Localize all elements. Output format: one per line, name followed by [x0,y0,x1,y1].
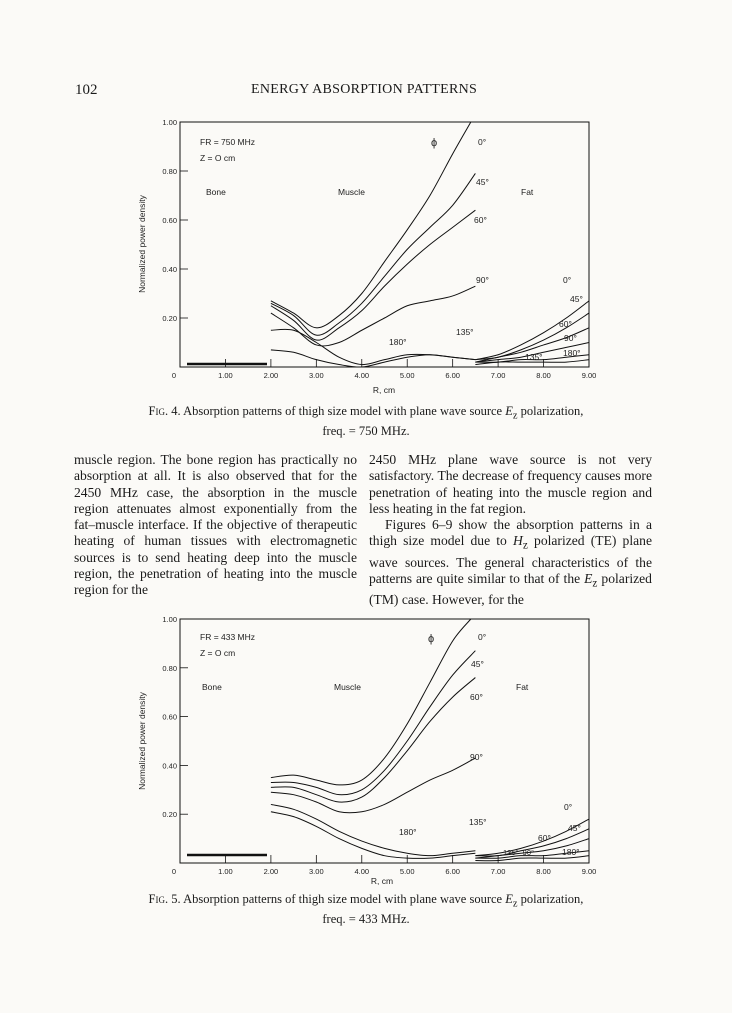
fat-60-label: 60° [538,833,551,843]
x-tick-label: 6.00 [445,371,460,380]
z-label: Z = O cm [200,153,236,163]
x-tick-label: 5.00 [399,867,415,876]
bone-label: Bone [202,682,222,692]
fat-90-label: 90° [564,333,577,343]
y-tick-label: 0.40 [162,265,177,274]
x-tick-label: 3.00 [309,371,324,380]
x-tick-label: 3.00 [309,867,324,876]
figure-5-chart [130,609,605,891]
bone-label: Bone [206,187,226,197]
left-paragraph: muscle region. The bone region has practically no absorption at all. It is also observed that for the 2450 MHz case, the absorption in the muscle region attenuates almost exponentially from the fat–muscle interface. If the objective of therapeutic heating of human tissues with electromagnetic sources is to send heating deep into the muscle region, the penetration of heating into the muscle region for the [74,452,357,598]
y-axis-title: Normalized power density [137,195,147,293]
caption-tail: polarization, [520,404,584,418]
fat-label: Fat [521,187,534,197]
fat-60-label: 60° [559,319,572,329]
x-tick-label: 1.00 [218,371,233,380]
x-tick-label: 9.00 [581,867,597,876]
x-axis-title: R, cm [370,876,394,886]
left-column [74,452,357,599]
caption-sub: z [512,898,518,910]
fat-0-label: 0° [563,275,572,285]
angle-180-label: 180° [399,827,417,837]
fat-180-label: 180° [563,348,581,358]
angle-135-label: 135° [469,817,487,827]
fat-45-label: 45° [570,294,583,304]
right-column [369,452,652,608]
caption-tail: polarization, [520,892,584,906]
z-label: Z = O cm [200,648,236,658]
caption-text: Absorption patterns of thigh size model with plane wave source [183,404,503,418]
y-tick-label: 0.60 [162,216,177,225]
caption-symbol: E [505,404,513,418]
series-line-0- [271,619,471,785]
right-paragraph-1: 2450 MHz plane wave source is not very satisfactory. The decrease of frequency causes more penetration of heating into the muscle region and less heating in the fat region. [369,452,652,516]
fat-135-label: 135° [525,352,543,362]
y-tick-label: 0.40 [162,761,177,771]
x-tick-label: 2.00 [263,867,279,876]
figure-4-caption [0,404,732,439]
angle-135-label: 135° [456,327,474,337]
series-line-135- [271,804,476,855]
fat-180-label: 180° [562,847,580,857]
right-paragraph-2: Figures 6–9 show the absorption patterns in a thigh size model due to $H_z$ polarized (TE) plane wave sources. The general characteristics of the patterns are quite similar to that of the $E_z$ polarized (TM) case. However, for the [369,517,652,607]
caption-line2: freq. = 750 MHz. [322,423,410,438]
x-tick-label: 8.00 [536,867,551,876]
y-tick-label: 0.60 [162,712,177,722]
x-tick-label: 6.00 [445,867,460,876]
series-line-180- [271,812,476,859]
angle-180-label: 180° [389,337,407,347]
y-tick-label: 1.00 [162,615,177,624]
x-tick-label: 0 [171,371,177,380]
series-line-45- [271,173,476,335]
fat-label: Fat [516,682,529,692]
series-line-180- [271,350,476,367]
y-tick-label: 0.80 [162,663,177,673]
caption-text: Absorption patterns of thigh size model with plane wave source [183,892,503,906]
angle-0-label: 0° [478,632,487,642]
y-tick-label: 0.20 [162,314,177,323]
y-tick-label: 1.00 [162,118,177,127]
series-line-90- [271,758,476,813]
x-tick-label: 2.00 [263,371,279,380]
caption-line2: freq. = 433 MHz. [322,911,410,926]
angle-90-label: 90° [476,275,489,285]
angle-60-label: 60° [470,692,483,702]
y-tick-label: 0.80 [162,167,177,176]
x-tick-label: 4.00 [354,867,370,876]
fat-135-90-label: 135°–90° [503,848,535,857]
x-axis-title: R, cm [372,385,396,395]
caption-label: Fig. 4. [148,404,181,418]
x-tick-label: 7.00 [490,867,506,876]
fat-45-label: 45° [568,823,581,833]
fat-0-label: 0° [564,802,573,812]
plot-frame [180,619,589,863]
caption-symbol: E [505,892,513,906]
y-tick-label: 0.20 [162,810,177,820]
series-line-45- [271,651,476,795]
x-tick-label: 0 [171,867,177,876]
x-tick-label: 5.00 [399,371,415,380]
x-tick-label: 8.00 [536,371,551,380]
muscle-label: Muscle [338,187,365,197]
x-tick-label: 1.00 [218,867,233,876]
phi-label: ϕ [431,137,438,149]
muscle-label: Muscle [334,682,361,692]
angle-45-label: 45° [471,659,484,669]
figure-5-caption [0,892,732,927]
x-tick-label: 7.00 [490,371,506,380]
figure-4-chart [130,112,605,397]
phi-label: ϕ [428,633,435,645]
x-tick-label: 4.00 [354,371,370,380]
angle-60-label: 60° [474,215,487,225]
series-line-90- [271,286,476,346]
running-title: ENERGY ABSORPTION PATTERNS [251,82,478,97]
angle-0-label: 0° [478,137,487,147]
freq-label: FR = 750 MHz [200,137,256,147]
freq-label: FR = 433 MHz [200,632,256,642]
caption-sub: z [512,410,518,422]
series-line-0- [271,122,471,328]
angle-45-label: 45° [476,177,489,187]
angle-90-label: 90° [470,752,483,762]
caption-label: Fig. 5. [148,892,181,906]
y-axis-title: Normalized power density [137,692,147,790]
plot-frame [180,122,589,367]
page-number: 102 [75,82,98,98]
series-line-60- [271,210,476,340]
x-tick-label: 9.00 [581,371,597,380]
